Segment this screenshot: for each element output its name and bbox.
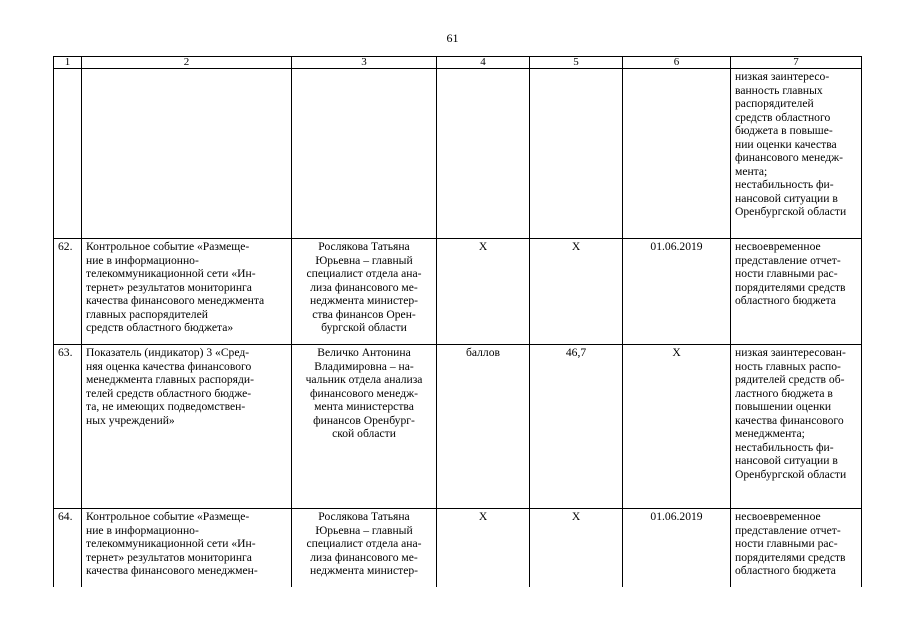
risk-line: несвоевременное [735, 510, 821, 523]
risk-line: низкая заинтересован- [735, 346, 846, 359]
column-header: 2 [82, 57, 292, 69]
event-line: Показатель (индикатор) 3 «Сред- [86, 346, 250, 359]
risk-line: повышении оценки [735, 400, 832, 413]
event-line: ных учреждений» [86, 413, 175, 427]
responsible-cell [292, 239, 437, 345]
risk-line: областного бюджета [735, 564, 836, 577]
event-line: телекоммуникационной сети «Ин- [86, 537, 256, 550]
event-line: няя оценка качества финансового [86, 359, 252, 373]
responsible-line: Юрьевна – главный [315, 253, 413, 267]
responsible-line: Владимировна – на- [314, 359, 414, 373]
unit-cell: Х [437, 509, 530, 587]
event-cell [82, 69, 292, 239]
responsible-line: Величко Антонина [317, 346, 411, 359]
unit-cell: баллов [437, 345, 530, 509]
risk-line: Оренбургской области [735, 467, 847, 481]
report-table [53, 56, 862, 587]
responsible-line: Рослякова Татьяна [318, 240, 410, 253]
responsible-cell [292, 509, 437, 587]
date-cell: 01.06.2019 [623, 239, 731, 345]
page-number: 61 [446, 31, 459, 45]
column-header: 4 [437, 57, 530, 69]
risk-line: нии оценки качества [735, 137, 837, 151]
row-number-cell: 62. [54, 239, 82, 345]
event-cell [82, 239, 292, 345]
risk-line: рядителей средств об- [735, 373, 845, 386]
event-line: телекоммуникационной сети «Ин- [86, 267, 256, 280]
column-header: 5 [530, 57, 623, 69]
event-cell [82, 345, 292, 509]
row-number-cell [54, 69, 82, 239]
responsible-line: специалист отдела ана- [306, 537, 422, 550]
risk-line: нестабильность фи- [735, 440, 834, 454]
risk-line: нансовой ситуации в [735, 454, 838, 467]
responsible-line: лиза финансового ме- [310, 550, 418, 564]
responsible-line: чальник отдела анализа [305, 373, 423, 386]
event-line: та, не имеющих подведомствен- [86, 400, 246, 413]
event-cell [82, 509, 292, 587]
event-line: тернет» результатов мониторинга [86, 550, 252, 564]
value-cell: 46,7 [530, 345, 623, 509]
column-header: 7 [731, 57, 862, 69]
responsible-line: специалист отдела ана- [306, 267, 422, 280]
responsible-line: ства финансов Орен- [312, 307, 416, 321]
risk-line: мента; [735, 164, 768, 178]
risk-line: нестабильность фи- [735, 178, 834, 191]
responsible-line: неджмента министер- [309, 564, 418, 577]
responsible-line: Рослякова Татьяна [318, 510, 410, 523]
event-line: ние в информационно- [86, 253, 199, 267]
risk-line: бюджета в повыше- [735, 124, 833, 137]
date-cell: Х [623, 345, 731, 509]
responsible-line: Юрьевна – главный [315, 523, 413, 537]
risk-line: представление отчет- [735, 253, 841, 267]
event-line: главных распорядителей [86, 307, 208, 321]
event-line: тернет» результатов мониторинга [86, 280, 252, 294]
risk-line: ность главных распо- [735, 359, 841, 373]
risk-line: ластного бюджета в [735, 386, 833, 400]
risk-line: нансовой ситуации в [735, 191, 838, 205]
risk-line: порядителями средств [735, 280, 846, 294]
event-line: Контрольное событие «Размеще- [86, 510, 250, 523]
responsible-cell [292, 345, 437, 509]
responsible-line: бургской области [321, 321, 407, 334]
responsible-line: лиза финансового ме- [310, 280, 418, 294]
unit-cell: Х [437, 239, 530, 345]
risk-line: низкая заинтересо- [735, 70, 830, 83]
risk-line: ности главными рас- [735, 267, 838, 280]
risk-line: представление отчет- [735, 523, 841, 537]
column-header: 6 [623, 57, 731, 69]
risk-line: областного бюджета [735, 294, 836, 307]
table-row [54, 69, 862, 239]
unit-cell [437, 69, 530, 239]
risk-cell [731, 509, 862, 587]
column-header: 3 [292, 57, 437, 69]
risk-line: качества финансового [735, 413, 844, 427]
header-row [54, 57, 862, 69]
risk-line: несвоевременное [735, 240, 821, 253]
date-cell: 01.06.2019 [623, 509, 731, 587]
event-line: ние в информационно- [86, 523, 199, 537]
risk-cell [731, 239, 862, 345]
risk-cell [731, 69, 862, 239]
risk-line: ванность главных [735, 83, 823, 97]
value-cell: Х [530, 509, 623, 587]
responsible-line: ской области [332, 427, 396, 440]
table-row [54, 239, 862, 345]
value-cell: Х [530, 239, 623, 345]
risk-line: порядителями средств [735, 550, 846, 564]
responsible-cell [292, 69, 437, 239]
responsible-line: финансов Оренбург- [313, 413, 415, 427]
value-cell [530, 69, 623, 239]
event-line: телей средств областного бюдже- [86, 386, 252, 400]
row-number-cell: 63. [54, 345, 82, 509]
responsible-line: неджмента министер- [309, 294, 418, 307]
event-line: менеджмента главных распоряди- [86, 373, 254, 386]
event-line: качества финансового менеджмента [86, 294, 265, 307]
event-line: Контрольное событие «Размеще- [86, 240, 250, 253]
column-header: 1 [54, 57, 82, 69]
table-row [54, 345, 862, 509]
risk-line: Оренбургской области [735, 205, 847, 218]
risk-line: менеджмента; [735, 427, 805, 440]
event-line: средств областного бюджета» [86, 321, 234, 334]
table-row [54, 509, 862, 587]
row-number-cell: 64. [54, 509, 82, 587]
risk-cell [731, 345, 862, 509]
responsible-line: финансового менедж- [309, 386, 419, 400]
risk-line: финансового менедж- [735, 151, 844, 164]
event-line: качества финансового менеджмен- [86, 564, 258, 577]
responsible-line: мента министерства [314, 400, 414, 413]
risk-line: средств областного [735, 110, 831, 124]
risk-line: распорядителей [735, 97, 814, 110]
date-cell [623, 69, 731, 239]
risk-line: ности главными рас- [735, 537, 838, 550]
